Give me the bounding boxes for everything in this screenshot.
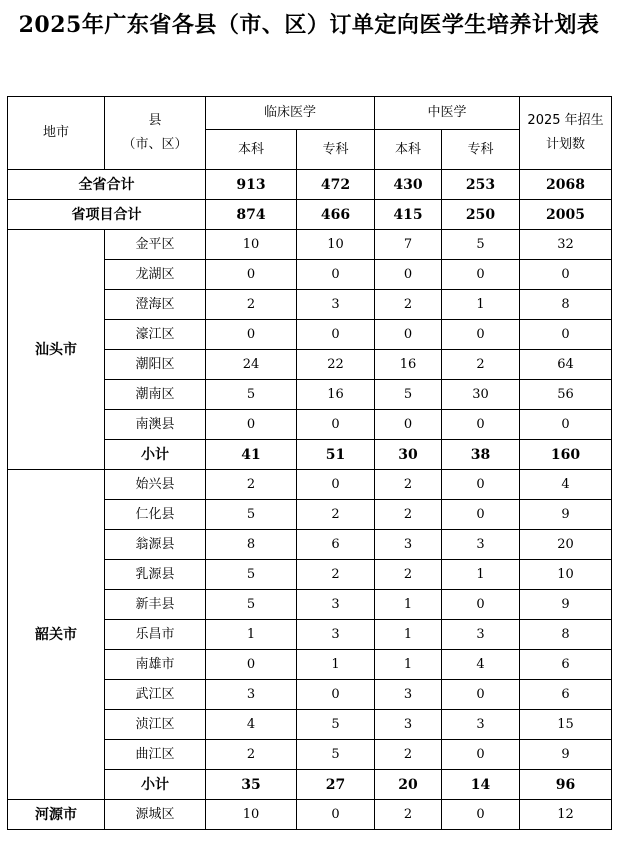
header-county	[105, 97, 206, 170]
value-cell: 3	[297, 290, 375, 320]
value-cell: 2	[375, 800, 442, 830]
value-cell: 3	[375, 680, 442, 710]
total-label: 省项目合计	[8, 200, 206, 230]
value-cell: 6	[520, 650, 612, 680]
county-cell: 始兴县	[105, 470, 206, 500]
value-cell: 5	[206, 560, 297, 590]
value-cell: 9	[520, 500, 612, 530]
value-cell: 0	[442, 410, 520, 440]
value-cell: 10	[297, 230, 375, 260]
total-value: 466	[297, 200, 375, 230]
value-cell: 10	[206, 230, 297, 260]
county-cell: 潮南区	[105, 380, 206, 410]
county-cell: 浈江区	[105, 710, 206, 740]
header-clinical: 临床医学	[206, 97, 375, 130]
county-cell: 源城区	[105, 800, 206, 830]
value-cell: 3	[442, 530, 520, 560]
value-cell: 8	[206, 530, 297, 560]
header-plan	[520, 97, 612, 170]
county-cell: 乐昌市	[105, 620, 206, 650]
value-cell: 3	[297, 620, 375, 650]
total-row	[8, 200, 612, 230]
value-cell: 4	[442, 650, 520, 680]
value-cell: 5	[297, 710, 375, 740]
value-cell: 1	[375, 620, 442, 650]
value-cell: 0	[297, 800, 375, 830]
value-cell: 5	[442, 230, 520, 260]
total-value: 472	[297, 170, 375, 200]
subtotal-value: 35	[206, 770, 297, 800]
value-cell: 4	[206, 710, 297, 740]
table-row	[8, 230, 612, 260]
total-value: 2068	[520, 170, 612, 200]
value-cell: 5	[206, 590, 297, 620]
value-cell: 1	[375, 650, 442, 680]
county-cell: 仁化县	[105, 500, 206, 530]
value-cell: 1	[442, 290, 520, 320]
county-cell: 武江区	[105, 680, 206, 710]
subtotal-value: 14	[442, 770, 520, 800]
value-cell: 0	[297, 410, 375, 440]
subtotal-value: 27	[297, 770, 375, 800]
value-cell: 0	[297, 470, 375, 500]
county-cell: 潮阳区	[105, 350, 206, 380]
value-cell: 0	[520, 410, 612, 440]
value-cell: 16	[375, 350, 442, 380]
table-row	[8, 800, 612, 830]
value-cell: 5	[375, 380, 442, 410]
value-cell: 24	[206, 350, 297, 380]
total-value: 430	[375, 170, 442, 200]
subtotal-value: 30	[375, 440, 442, 470]
value-cell: 5	[297, 740, 375, 770]
city-cell: 汕头市	[8, 230, 105, 470]
county-cell: 澄海区	[105, 290, 206, 320]
value-cell: 6	[297, 530, 375, 560]
value-cell: 0	[206, 650, 297, 680]
value-cell: 10	[206, 800, 297, 830]
header-plan-bottom: 计划数	[546, 137, 586, 152]
value-cell: 15	[520, 710, 612, 740]
value-cell: 0	[375, 260, 442, 290]
value-cell: 0	[206, 320, 297, 350]
value-cell: 1	[442, 560, 520, 590]
total-label: 全省合计	[8, 170, 206, 200]
county-cell: 南澳县	[105, 410, 206, 440]
value-cell: 8	[520, 290, 612, 320]
value-cell: 3	[442, 620, 520, 650]
value-cell: 2	[206, 290, 297, 320]
value-cell: 5	[206, 500, 297, 530]
county-cell: 南雄市	[105, 650, 206, 680]
value-cell: 0	[297, 320, 375, 350]
county-cell: 龙湖区	[105, 260, 206, 290]
header-county-top: 县	[148, 113, 162, 128]
value-cell: 2	[206, 470, 297, 500]
page-title: 2025年广东省各县（市、区）订单定向医学生培养计划表	[18, 12, 600, 38]
city-cell: 韶关市	[8, 470, 105, 800]
value-cell: 1	[375, 590, 442, 620]
value-cell: 0	[520, 320, 612, 350]
value-cell: 0	[442, 500, 520, 530]
header-clinical-bachelor: 本科	[206, 130, 297, 170]
value-cell: 0	[297, 260, 375, 290]
subtotal-value: 20	[375, 770, 442, 800]
value-cell: 2	[375, 560, 442, 590]
value-cell: 0	[442, 320, 520, 350]
value-cell: 3	[375, 710, 442, 740]
total-value: 874	[206, 200, 297, 230]
header-tcm: 中医学	[375, 97, 520, 130]
value-cell: 2	[297, 560, 375, 590]
value-cell: 0	[442, 590, 520, 620]
value-cell: 10	[520, 560, 612, 590]
subtotal-value: 160	[520, 440, 612, 470]
county-cell: 新丰县	[105, 590, 206, 620]
plan-table-body	[8, 97, 612, 830]
value-cell: 32	[520, 230, 612, 260]
value-cell: 2	[375, 500, 442, 530]
subtotal-value: 51	[297, 440, 375, 470]
header-tcm-bachelor: 本科	[375, 130, 442, 170]
value-cell: 7	[375, 230, 442, 260]
subtotal-value: 41	[206, 440, 297, 470]
total-value: 415	[375, 200, 442, 230]
header-plan-top: 2025 年招生	[527, 113, 604, 128]
value-cell: 2	[375, 740, 442, 770]
subtotal-label: 小计	[105, 440, 206, 470]
value-cell: 56	[520, 380, 612, 410]
header-row-1	[8, 97, 612, 130]
header-tcm-junior: 专科	[442, 130, 520, 170]
value-cell: 2	[297, 500, 375, 530]
table-row	[8, 470, 612, 500]
city-cell: 河源市	[8, 800, 105, 830]
value-cell: 0	[442, 470, 520, 500]
value-cell: 0	[206, 410, 297, 440]
value-cell: 3	[206, 680, 297, 710]
subtotal-value: 38	[442, 440, 520, 470]
value-cell: 12	[520, 800, 612, 830]
value-cell: 2	[375, 290, 442, 320]
subtotal-label: 小计	[105, 770, 206, 800]
value-cell: 3	[375, 530, 442, 560]
value-cell: 16	[297, 380, 375, 410]
value-cell: 4	[520, 470, 612, 500]
value-cell: 2	[375, 470, 442, 500]
value-cell: 30	[442, 380, 520, 410]
value-cell: 20	[520, 530, 612, 560]
total-value: 2005	[520, 200, 612, 230]
header-county-bottom: （市、区）	[122, 137, 188, 152]
plan-table	[7, 96, 612, 830]
value-cell: 0	[206, 260, 297, 290]
value-cell: 0	[375, 410, 442, 440]
value-cell: 0	[375, 320, 442, 350]
value-cell: 3	[297, 590, 375, 620]
subtotal-value: 96	[520, 770, 612, 800]
county-cell: 乳源县	[105, 560, 206, 590]
value-cell: 0	[520, 260, 612, 290]
total-value: 250	[442, 200, 520, 230]
total-value: 913	[206, 170, 297, 200]
header-clinical-junior: 专科	[297, 130, 375, 170]
county-cell: 濠江区	[105, 320, 206, 350]
county-cell: 翁源县	[105, 530, 206, 560]
value-cell: 0	[442, 740, 520, 770]
value-cell: 8	[520, 620, 612, 650]
value-cell: 2	[206, 740, 297, 770]
value-cell: 5	[206, 380, 297, 410]
total-row	[8, 170, 612, 200]
value-cell: 1	[206, 620, 297, 650]
value-cell: 1	[297, 650, 375, 680]
value-cell: 0	[297, 680, 375, 710]
value-cell: 0	[442, 260, 520, 290]
header-city: 地市	[8, 97, 105, 170]
value-cell: 9	[520, 740, 612, 770]
value-cell: 64	[520, 350, 612, 380]
county-cell: 金平区	[105, 230, 206, 260]
county-cell: 曲江区	[105, 740, 206, 770]
value-cell: 2	[442, 350, 520, 380]
value-cell: 9	[520, 590, 612, 620]
value-cell: 3	[442, 710, 520, 740]
value-cell: 6	[520, 680, 612, 710]
value-cell: 0	[442, 680, 520, 710]
value-cell: 0	[442, 800, 520, 830]
total-value: 253	[442, 170, 520, 200]
value-cell: 22	[297, 350, 375, 380]
